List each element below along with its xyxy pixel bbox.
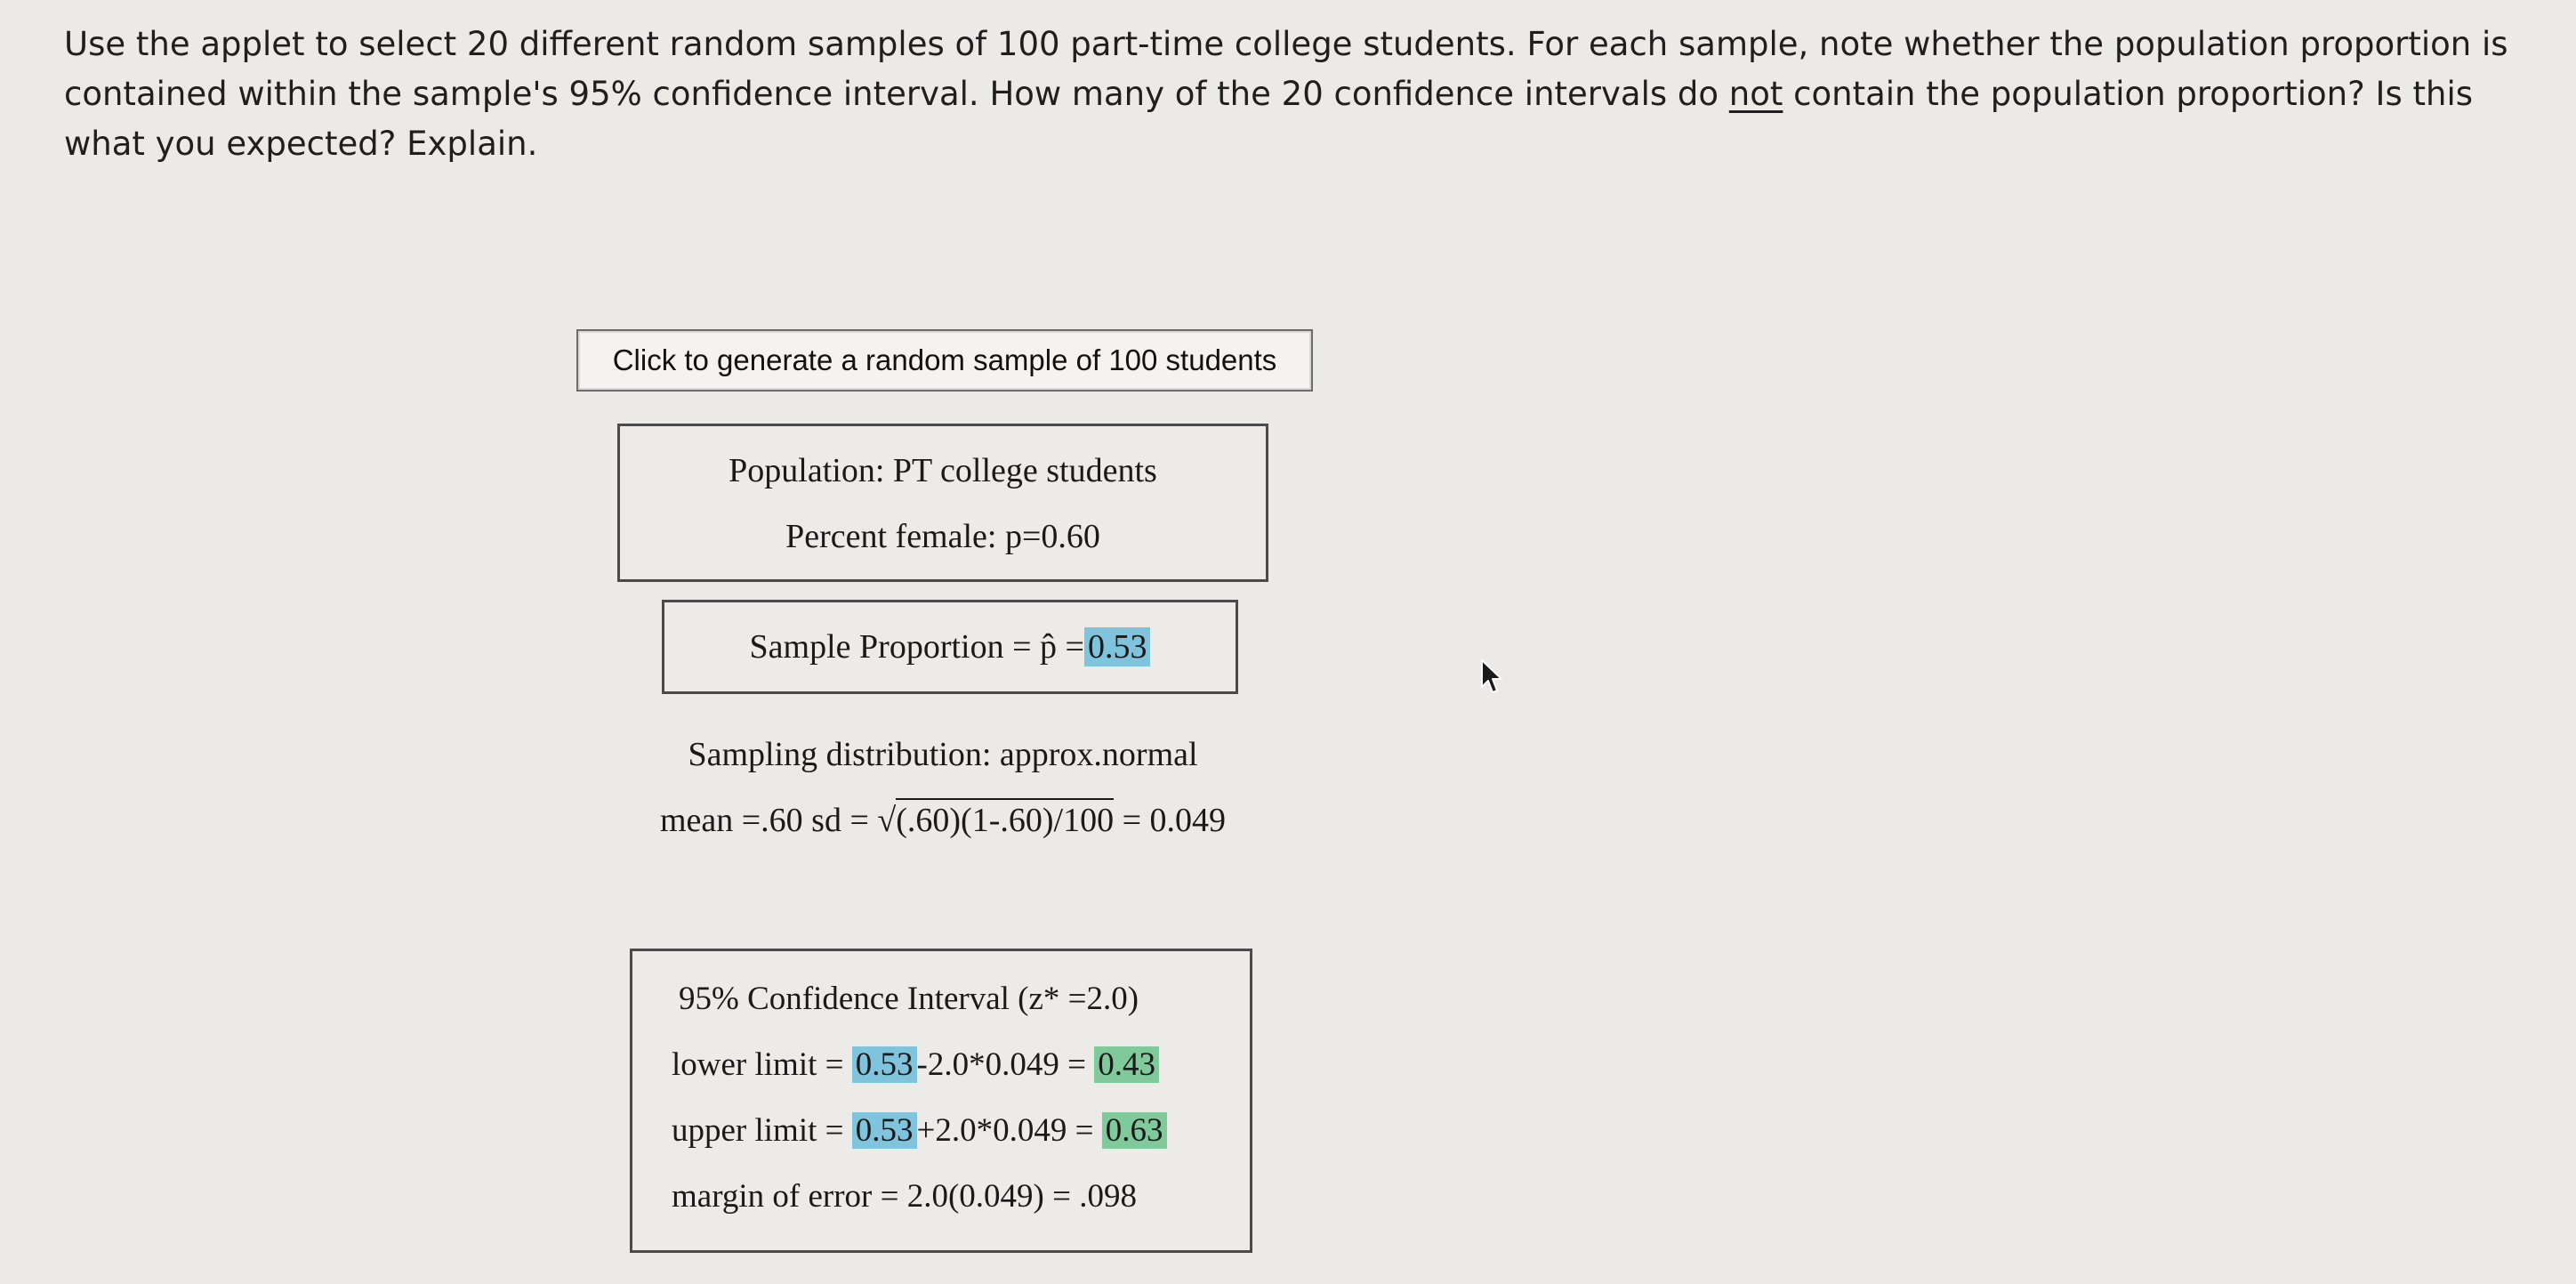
lower-limit-phat: 0.53 [852, 1046, 917, 1083]
ci-upper-limit [672, 1111, 1167, 1150]
sample-proportion-box [662, 600, 1238, 694]
upper-limit-expression: +2.0*0.049 = [916, 1112, 1102, 1149]
mouse-pointer-icon [1480, 658, 1507, 696]
upper-limit-label: upper limit = [672, 1112, 852, 1149]
sample-proportion-value: 0.53 [1084, 627, 1151, 666]
generate-sample-button[interactable]: Click to generate a random sample of 100 students [576, 329, 1313, 392]
population-box [617, 424, 1268, 582]
sqrt-argument: (.60)(1-.60)/100 [896, 798, 1114, 839]
question-part2: contain the population proportion? Is this what you expected? Explain. [64, 75, 2473, 163]
lower-limit-value: 0.43 [1094, 1046, 1159, 1083]
lower-limit-expression: -2.0*0.049 = [916, 1046, 1095, 1083]
population-title: Population: PT college students [729, 452, 1157, 489]
upper-limit-phat: 0.53 [852, 1112, 917, 1149]
sampling-distribution-mean-sd [623, 801, 1263, 840]
question-text [64, 20, 2519, 169]
question-part1: Use the applet to select 20 different random samples of 100 part-time college students. For each sample, note whether the population proportion is contained within the sample's 95% confidence interval. How many of the 20 confidence intervals do [64, 25, 2508, 113]
sampling-distribution-label: Sampling distribution: approx.normal [688, 736, 1198, 773]
ci-margin-of-error: margin of error = 2.0(0.049) = .098 [672, 1178, 1137, 1215]
ci-title: 95% Confidence Interval (z* =2.0) [679, 981, 1139, 1017]
lower-limit-label: lower limit = [672, 1046, 852, 1083]
sample-proportion-label: Sample Proportion = p̂ = [749, 628, 1084, 666]
upper-limit-value: 0.63 [1102, 1112, 1167, 1149]
population-percent-female: Percent female: p=0.60 [785, 518, 1100, 555]
mean-sd-prefix: mean =.60 sd = √ [659, 802, 897, 839]
sd-result: = 0.049 [1114, 802, 1227, 839]
ci-lower-limit [672, 1046, 1159, 1084]
question-underlined-word: not [1728, 75, 1783, 113]
confidence-interval-box [630, 949, 1252, 1253]
